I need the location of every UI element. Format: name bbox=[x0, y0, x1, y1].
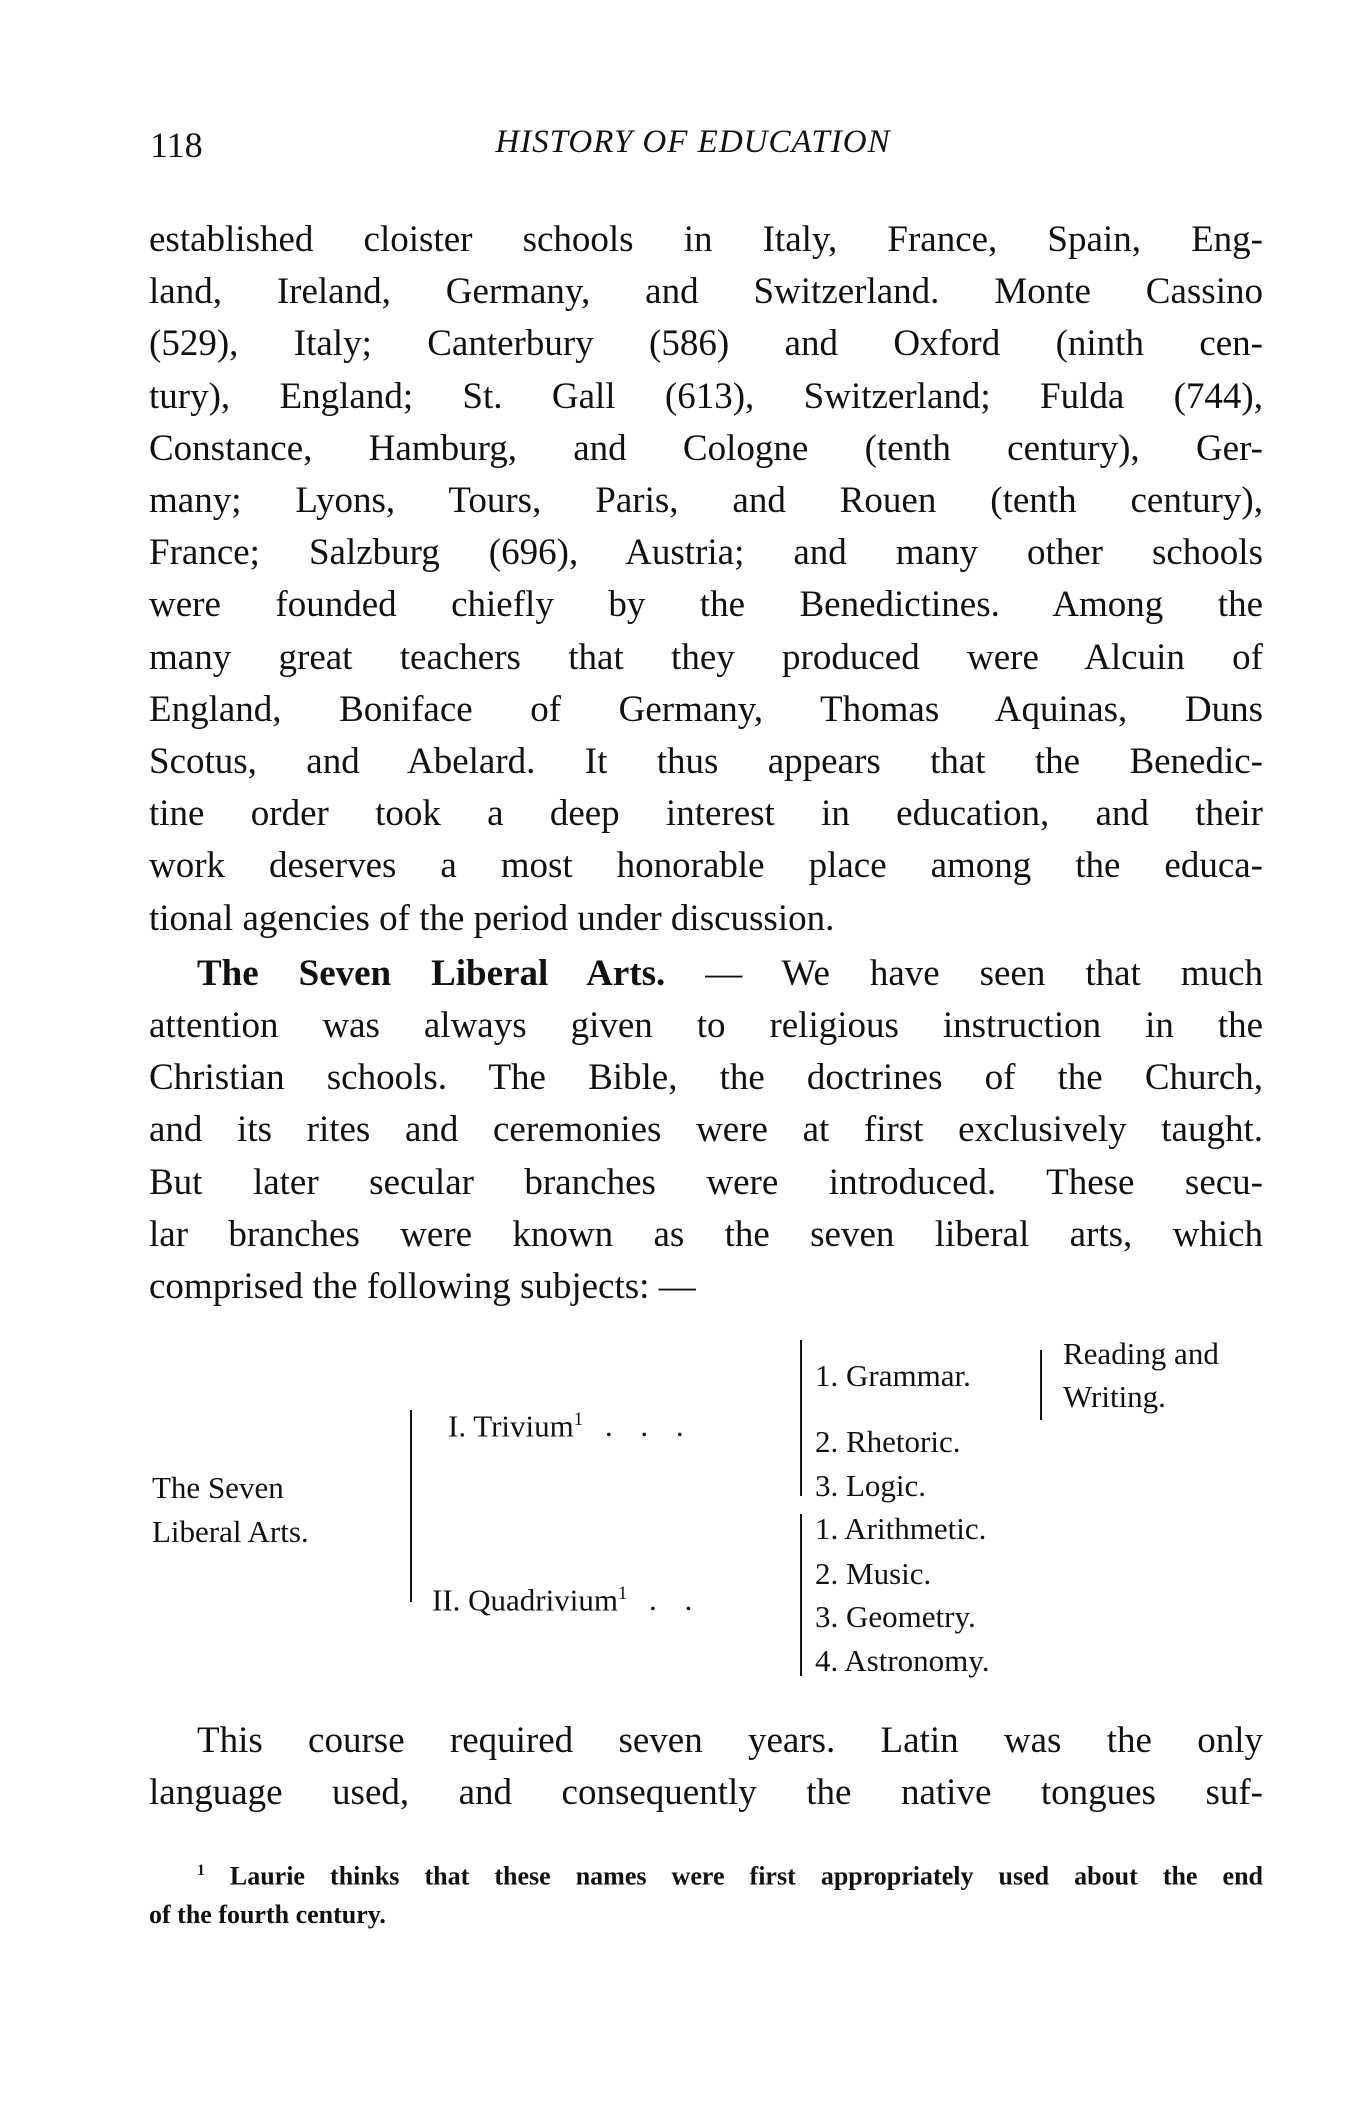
text-line: This course required seven years. Latin was the only bbox=[197, 1720, 1263, 1761]
text-line: were founded chiefly by the Benedictines. Among the bbox=[149, 584, 1263, 626]
text-line: Christian schools. The Bible, the doctrines of the Church, bbox=[149, 1057, 1263, 1099]
section-heading: The Seven Liberal Arts. bbox=[197, 953, 666, 994]
text-line: established cloister schools in Italy, France, Spain, Eng- bbox=[149, 219, 1263, 260]
running-title: HISTORY OF EDUCATION bbox=[495, 124, 891, 160]
trivium-item: 2. Rhetoric. bbox=[815, 1424, 961, 1459]
text-line: Constance, Hamburg, and Cologne (tenth century), Ger- bbox=[149, 427, 1263, 469]
trivium-item: 3. Logic. bbox=[815, 1468, 927, 1503]
text-line: many great teachers that they produced were Alcuin of bbox=[149, 636, 1263, 678]
text-line: work deserves a most honorable place among the educa- bbox=[149, 845, 1263, 887]
trivium-item: 1. Grammar. bbox=[815, 1358, 971, 1393]
footnote-line2: of the fourth century. bbox=[149, 1900, 386, 1929]
diagram-root-line2: Liberal Arts. bbox=[152, 1514, 309, 1549]
text-line: attention was always given to religious instruction in the bbox=[149, 1005, 1263, 1046]
quadrivium-item: 1. Arithmetic. bbox=[815, 1511, 987, 1546]
text-line: lar branches were known as the seven liberal arts, which bbox=[149, 1213, 1263, 1255]
text-line: comprised the following subjects: — bbox=[149, 1266, 696, 1307]
quadrivium-brace bbox=[800, 1514, 802, 1676]
footnote-line1: $^1$ Laurie thinks that these names were first appropriately used about the end bbox=[197, 1861, 1263, 1891]
grammar-sub: Reading and bbox=[1063, 1336, 1219, 1371]
text-line: Scotus, and Abelard. It thus appears that the Benedic- bbox=[149, 741, 1263, 782]
paragraph-2-first-line bbox=[197, 948, 1263, 1000]
text-line: many; Lyons, Tours, Paris, and Rouen (tenth century), bbox=[149, 480, 1263, 521]
diagram-root-line1: The Seven bbox=[152, 1470, 284, 1505]
text-line: (529), Italy; Canterbury (586) and Oxford (ninth cen- bbox=[149, 323, 1263, 365]
text-line: tury), England; St. Gall (613), Switzerland; Fulda (744), bbox=[149, 375, 1263, 417]
quadrivium-item: 2. Music. bbox=[815, 1556, 932, 1591]
text-line: and its rites and ceremonies were at first exclusively taught. bbox=[149, 1109, 1263, 1151]
main-brace bbox=[410, 1410, 412, 1602]
trivium-brace bbox=[800, 1340, 802, 1496]
text-line: — We have seen that much bbox=[665, 953, 1263, 994]
quadrivium-item: 3. Geometry. bbox=[815, 1599, 976, 1634]
text-line: France; Salzburg (696), Austria; and many other schools bbox=[149, 532, 1263, 574]
grammar-sub: Writing. bbox=[1063, 1379, 1166, 1414]
grammar-brace bbox=[1040, 1350, 1042, 1420]
quadrivium-label: II. Quadrivium$^1$ . . bbox=[432, 1582, 703, 1618]
text-line: tional agencies of the period under discussion. bbox=[149, 897, 835, 939]
text-line: tine order took a deep interest in education, and their bbox=[149, 793, 1263, 835]
page-number: 118 bbox=[150, 125, 203, 165]
trivium-label: I. Trivium$^1$ . . . bbox=[448, 1408, 694, 1444]
text-line: language used, and consequently the native tongues suf- bbox=[149, 1772, 1263, 1813]
quadrivium-item: 4. Astronomy. bbox=[815, 1643, 990, 1678]
text-line: land, Ireland, Germany, and Switzerland. Monte Cassino bbox=[149, 271, 1263, 313]
text-line: England, Boniface of Germany, Thomas Aquinas, Duns bbox=[149, 688, 1263, 730]
text-line: But later secular branches were introduced. These secu- bbox=[149, 1161, 1263, 1203]
